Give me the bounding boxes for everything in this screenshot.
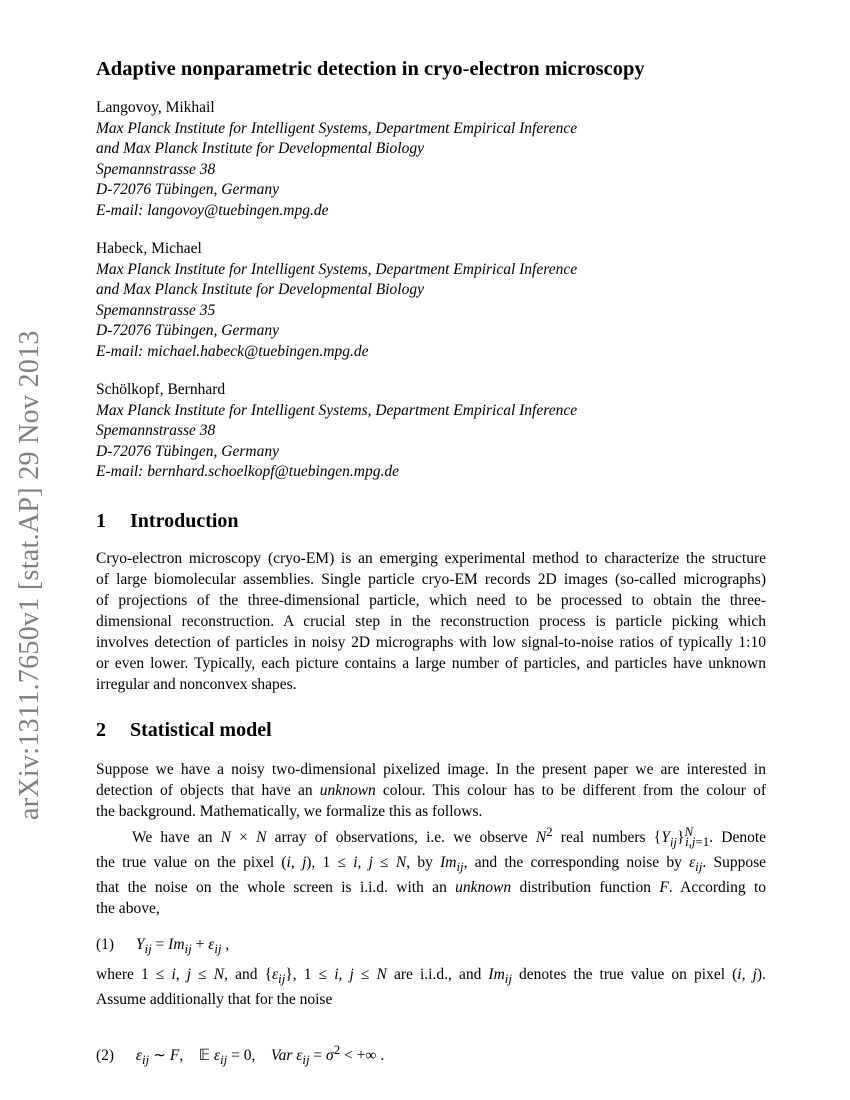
text-line: that the noise on the whole screen is i.i.d. with an unknown distribution function F. According to	[96, 879, 766, 897]
text-line: detection of objects that have an unknown colour. This colour has to be different from the colour of	[96, 782, 766, 799]
text-line: of large biomolecular assemblies. Single particle cryo-EM records 2D images (so-called micrographs)	[96, 571, 766, 588]
author-street: Spemannstrasse 38	[96, 160, 216, 178]
author-email: E-mail: michael.habeck@tuebingen.mpg.de	[96, 342, 369, 360]
text-line: Suppose we have a noisy two-dimensional pixelized image. In the present paper we are interested in	[96, 761, 766, 778]
text-line: We have an N × N array of observations, i.e. we observe $N^2$ real numbers $\{Y_{ij}\}^N_{i,j=1}$. Denote	[132, 824, 767, 850]
author-city: D-72076 Tübingen, Germany	[96, 442, 279, 460]
equation-number: (1)	[96, 936, 115, 953]
author-city: D-72076 Tübingen, Germany	[96, 181, 279, 199]
author-city: D-72076 Tübingen, Germany	[96, 322, 279, 340]
text-line: where 1 ≤ i, j ≤ N, and $\{\varepsilon_{ij}\}$, 1 ≤ i, j ≤ N are i.i.d., and $Im_{ij}$ denotes the true value on pixel (i, j).	[96, 966, 766, 987]
author-affiliation: Max Planck Institute for Intelligent Systems, Department Empirical Inference	[96, 401, 578, 419]
author-affiliation: and Max Planck Institute for Developmental Biology	[96, 281, 424, 299]
arxiv-stamp: arXiv:1311.7650v1 [stat.AP] 29 Nov 2013	[14, 330, 45, 820]
equation-body: $\varepsilon_{ij}$ ∼ F, 𝔼 $\varepsilon_{ij} = 0$, Var $\varepsilon_{ij} = \sigma^2$ < +∞ .	[135, 1042, 385, 1068]
text-line: irregular and nonconvex shapes.	[96, 676, 297, 693]
equation-body: $Y_{ij} = Im_{ij} + \varepsilon_{ij}$ ,	[135, 936, 230, 957]
author-email: E-mail: langovoy@tuebingen.mpg.de	[96, 201, 329, 219]
author-name: Schölkopf, Bernhard	[96, 381, 226, 398]
introduction-paragraph	[96, 548, 766, 695]
author-block	[96, 239, 577, 363]
author-affiliation: Max Planck Institute for Intelligent Systems, Department Empirical Inference	[96, 260, 578, 278]
section-number: 2	[96, 719, 106, 741]
section-number: 1	[96, 510, 106, 532]
section-title: Introduction	[130, 510, 239, 532]
equation-2	[96, 1042, 766, 1068]
statistical-model-paragraph	[96, 759, 766, 822]
text-line: of projections of the three-dimensional particle, which need to be processed to obtain the three-	[96, 592, 766, 609]
text-line: the true value on the pixel (i, j), 1 ≤ i, j ≤ N, by $Im_{ij}$, and the corresponding noise by $\varepsilon_{ij}$. Suppose	[96, 854, 766, 875]
author-street: Spemannstrasse 35	[96, 301, 216, 319]
author-affiliation: Max Planck Institute for Intelligent Systems, Department Empirical Inference	[96, 119, 578, 137]
section-heading	[96, 510, 239, 533]
author-email: E-mail: bernhard.schoelkopf@tuebingen.mpg.de	[96, 463, 399, 481]
author-street: Spemannstrasse 38	[96, 422, 216, 440]
paper-title: Adaptive nonparametric detection in cryo-electron microscopy	[96, 58, 645, 80]
text-line: or even lower. Typically, each picture contains a large number of particles, and particles have unknown	[96, 655, 766, 672]
text-line: dimensional reconstruction. A crucial step in the reconstruction process is particle picking which	[96, 613, 766, 630]
author-block	[96, 98, 577, 222]
text-line: the above,	[96, 900, 160, 918]
section-heading	[96, 719, 272, 742]
text-line: Cryo-electron microscopy (cryo-EM) is an emerging experimental method to characterize the structure	[96, 550, 766, 567]
text-line: the background. Mathematically, we formalize this as follows.	[96, 803, 483, 820]
equation-number: (2)	[96, 1047, 115, 1065]
statistical-model-paragraph	[96, 821, 766, 919]
equation-1	[96, 936, 766, 957]
author-block	[96, 380, 577, 483]
author-name: Langovoy, Mikhail	[96, 99, 215, 116]
author-name: Habeck, Michael	[96, 240, 202, 257]
section-title: Statistical model	[130, 719, 272, 741]
author-affiliation: and Max Planck Institute for Developmental Biology	[96, 140, 424, 158]
post-equation-paragraph	[96, 964, 766, 1010]
text-line: involves detection of particles in noisy 2D micrographs with low signal-to-noise ratios of typically 1:10	[96, 634, 766, 651]
text-line: Assume additionally that for the noise	[96, 991, 333, 1009]
